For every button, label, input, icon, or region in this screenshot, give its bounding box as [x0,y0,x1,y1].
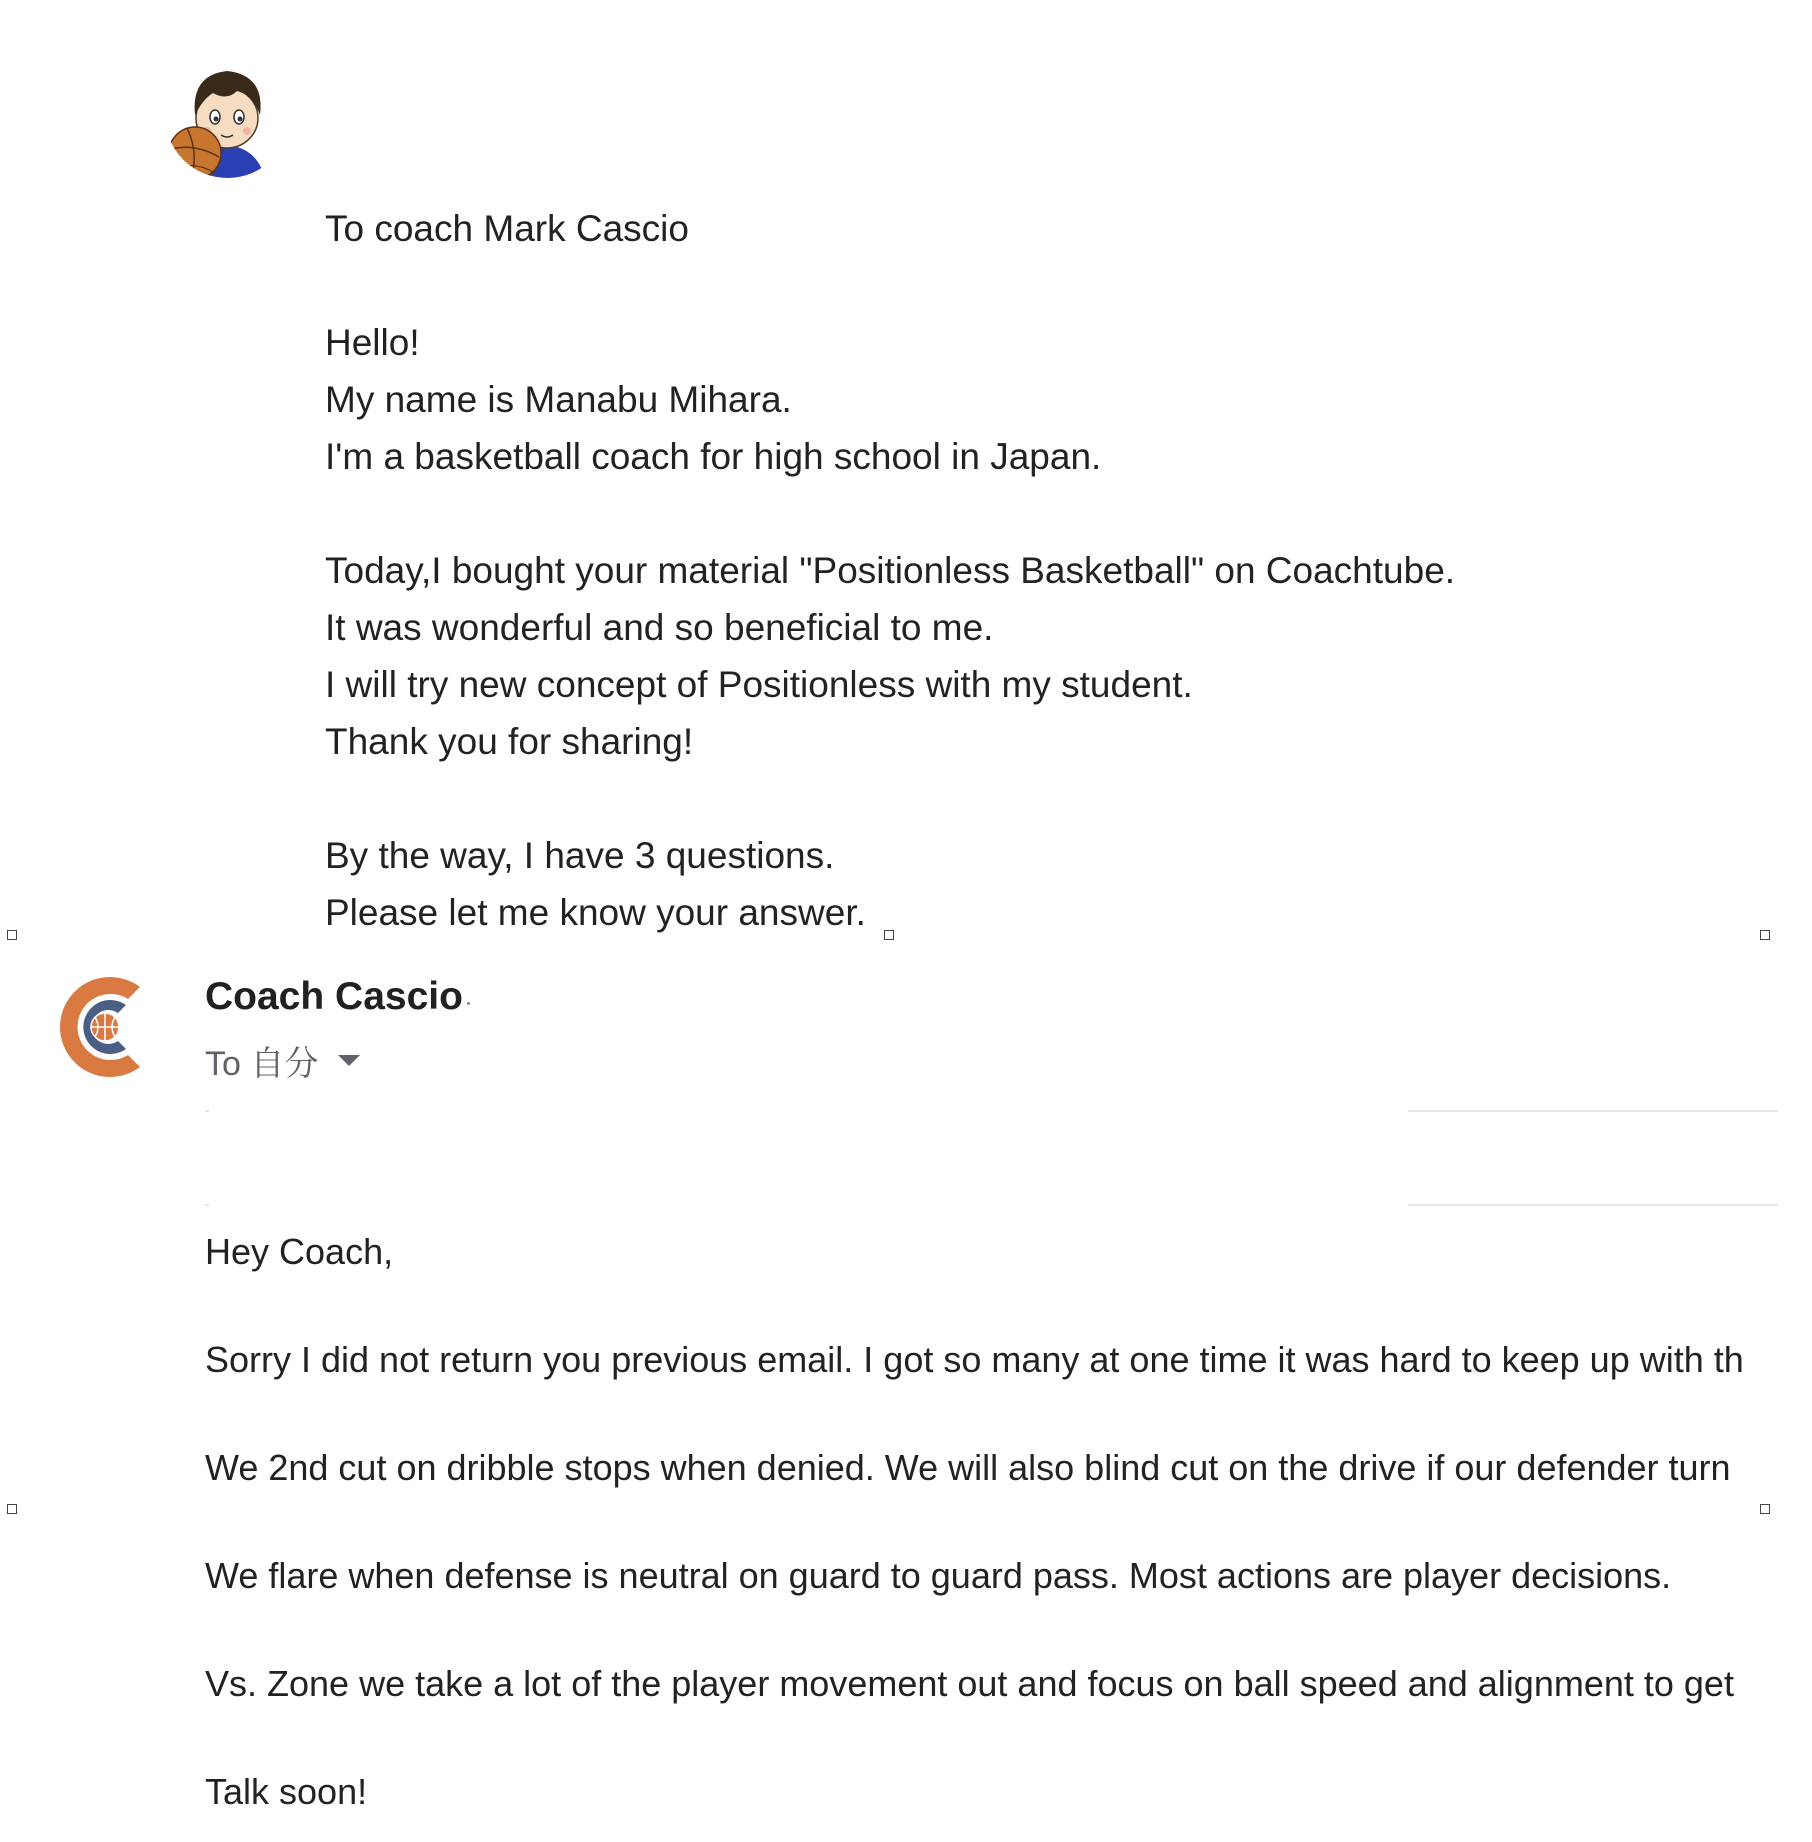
resize-handle-top-center[interactable] [884,930,894,940]
sender-separator-dot [467,1002,470,1005]
body-line: Hello! [325,322,420,363]
caret-down-icon[interactable] [338,1055,360,1066]
divider [1408,1204,1778,1206]
body-line: Please let me know your answer. [325,892,866,933]
body-line: Vs. Zone we take a lot of the player movement out and focus on ball speed and alignment to get [205,1663,1734,1704]
resize-handle-top-right[interactable] [1760,930,1770,940]
body-line: Today,I bought your material "Positionless Basketball" on Coachtube. [325,550,1456,591]
body-line: We 2nd cut on dribble stops when denied. We will also blind cut on the drive if our defender turn [205,1447,1731,1488]
coach-avatar[interactable] [48,973,148,1081]
body-line: It was wonderful and so beneficial to me. [325,607,994,648]
divider [205,1204,209,1206]
salutation: To coach Mark Cascio [325,208,689,249]
sign-off: Talk soon! [205,1771,368,1812]
body-line: We flare when defense is neutral on guard to guard pass. Most actions are player decisions. [205,1555,1672,1596]
body-line: I'm a basketball coach for high school in Japan. [325,436,1102,477]
recipient-details[interactable] [205,1036,360,1085]
resize-handle-mid-left[interactable] [7,1504,17,1514]
resize-handle-top-left[interactable] [7,930,17,940]
first-email-body [325,200,1745,941]
body-line: By the way, I have 3 questions. [325,835,835,876]
divider [1408,1110,1778,1112]
sender-name[interactable]: Coach Cascio [205,975,463,1018]
body-line: My name is Manabu Mihara. [325,379,792,420]
coach-cascio-c-logo-icon [48,973,148,1081]
recipient-label: To 自分 [205,1045,319,1083]
body-line: I will try new concept of Positionless with my student. [325,664,1193,705]
greeting: Hey Coach, [205,1231,394,1272]
sender-avatar[interactable] [165,53,290,178]
reply-email-body [205,1225,1777,1819]
divider [205,1110,209,1112]
body-line: Sorry I did not return you previous email. I got so many at one time it was hard to keep up with th [205,1339,1744,1380]
boy-with-basketball-avatar-icon [165,53,290,178]
body-line: Thank you for sharing! [325,721,694,762]
